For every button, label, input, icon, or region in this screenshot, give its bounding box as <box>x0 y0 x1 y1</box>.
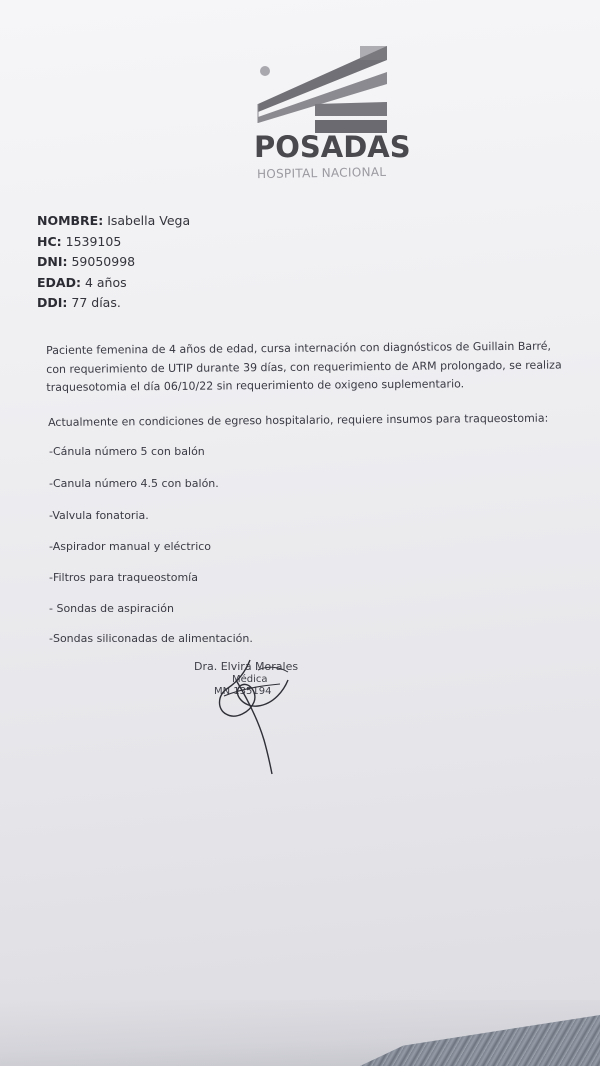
hc-value: 1539105 <box>65 233 122 249</box>
summary-line-2: con requerimiento de UTIP durante 39 días, con requerimiento de ARM prolongado, se realiza <box>46 358 562 376</box>
edad-value: 4 años <box>84 274 127 290</box>
supply-item: -Sondas siliconadas de alimentación. <box>49 632 253 645</box>
clinical-summary <box>46 337 566 397</box>
signature-license: MN 135194 <box>214 686 272 697</box>
hc-label: HC: <box>37 233 62 249</box>
ddi-value: 77 días. <box>71 295 121 310</box>
patient-details <box>37 211 190 314</box>
supply-item: -Cánula número 5 con balón <box>49 445 205 458</box>
dni-value: 59050998 <box>71 254 136 269</box>
edad-label: EDAD: <box>37 274 81 290</box>
summary-line-1: Paciente femenina de 4 años de edad, cursa internación con diagnósticos de Guillain Barré, <box>46 339 552 357</box>
signature-doctor-name: Dra. Elvira Morales <box>194 660 299 673</box>
supply-item: -Valvula fonatoria. <box>49 509 149 522</box>
supply-item: -Canula número 4.5 con balón. <box>49 477 219 490</box>
summary-line-3: traquesotomia el día 06/10/22 sin requerimiento de oxigeno suplementario. <box>46 377 465 394</box>
supply-item: -Filtros para traqueostomía <box>49 571 198 584</box>
supply-item: -Aspirador manual y eléctrico <box>49 540 212 553</box>
patient-ddi-row <box>37 293 190 314</box>
signature-role: Médica <box>232 674 268 685</box>
supplies-intro: Actualmente en condiciones de egreso hospitalario, requiere insumos para traqueostomia: <box>48 411 549 429</box>
dni-label: DNI: <box>37 254 68 269</box>
patient-edad-row <box>37 273 190 294</box>
supply-item: - Sondas de aspiración <box>49 602 174 615</box>
patient-hc-row <box>37 232 190 253</box>
name-value: Isabella Vega <box>107 213 191 228</box>
handwritten-signature-icon <box>188 650 318 780</box>
patient-dni-row <box>37 252 190 273</box>
ddi-label: DDI: <box>37 295 68 310</box>
patient-name-row <box>37 211 190 232</box>
hospital-name: POSADAS <box>254 130 411 164</box>
hospital-subtitle: HOSPITAL NACIONAL <box>256 164 387 182</box>
name-label: NOMBRE: <box>37 213 104 228</box>
